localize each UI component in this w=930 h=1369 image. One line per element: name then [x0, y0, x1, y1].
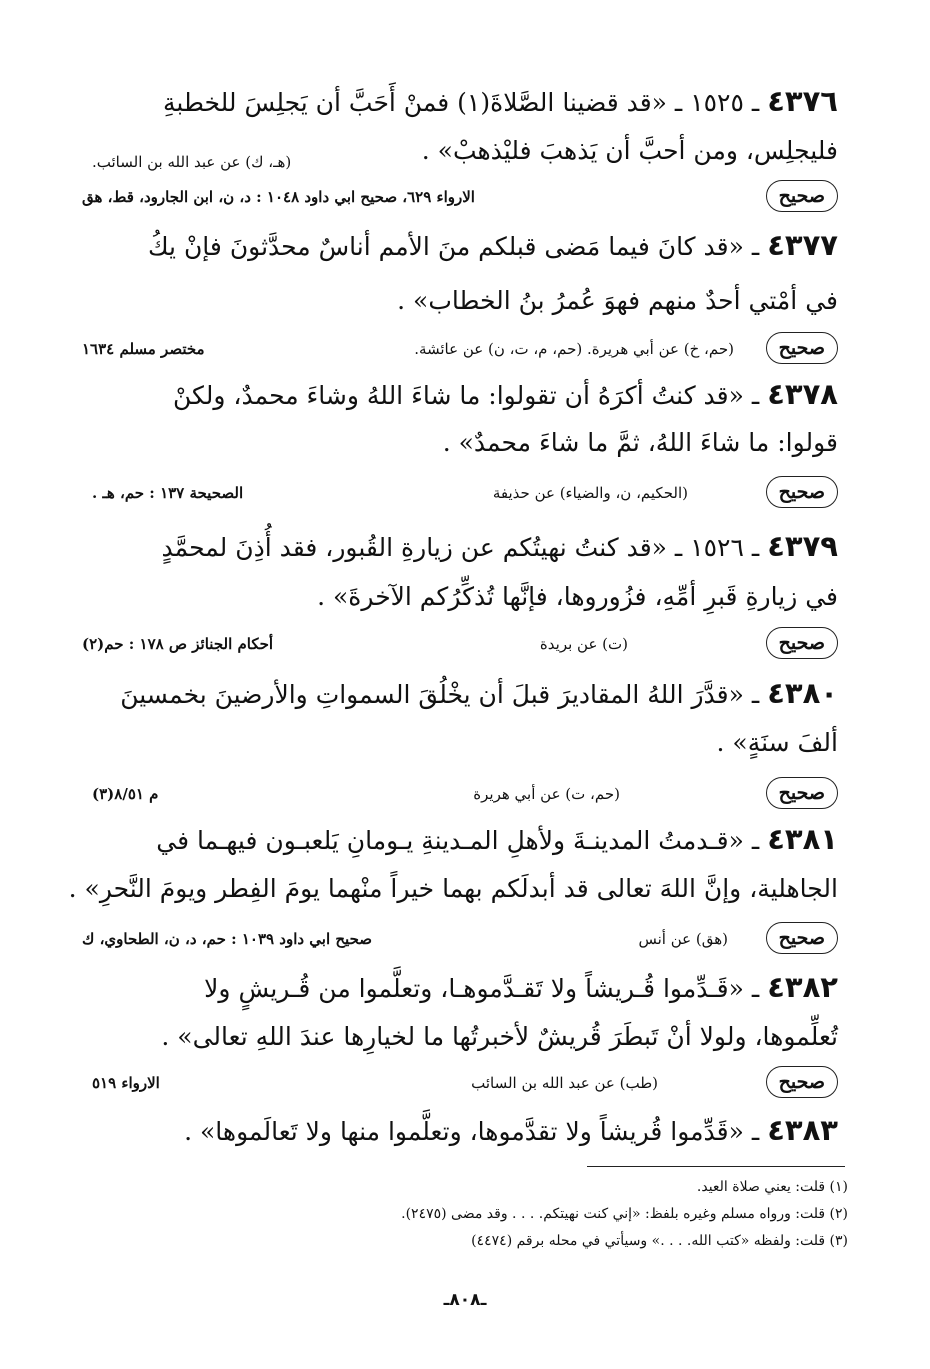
footnote: (٣) قلت: ولفظه «كتب الله. . . .» وسيأتي في محله برقم (٤٤٧٤)	[471, 1233, 848, 1249]
hadith-source: (طب) عن عبد الله بن السائب	[471, 1074, 658, 1092]
hadith-line: فليجلِس، ومن أحبَّ أن يَذهبَ فليْذهبْ» .	[421, 136, 838, 165]
hadith-line: قولوا: ما شاءَ اللهُ، ثمَّ ما شاءَ محمدٌ» .	[442, 428, 838, 457]
hadith-source: (ت) عن بريدة	[539, 635, 628, 653]
grade-line	[82, 180, 838, 214]
hadith-line: ألفَ سنَةٍ» .	[716, 728, 838, 757]
footnote: (١) قلت: يعني صلاة العيد.	[696, 1179, 848, 1195]
hadith-refs: م ٨/٥١(٣)	[92, 785, 159, 803]
hadith-source: (هـ، ك) عن عبد الله بن السائب.	[92, 153, 292, 171]
hadith-line: ٤٣٧٦ـ ١٥٢٥ ـ «قد قضينا الصَّلاةَ(١) فمنْ أَحَبَّ أن يَجلِسَ للخطبةِ	[163, 84, 838, 118]
grade-badge: صحيح	[766, 180, 838, 212]
hadith-number: ٤٣٧٧	[767, 228, 838, 262]
hadith-source: (الحكيم، ن، والضياء) عن حذيفة	[492, 484, 688, 502]
hadith-line: في أمْتي أحدٌ منهم فهوَ عُمرُ بنُ الخطاب» .	[397, 286, 838, 315]
hadith-line: ٤٣٧٧ـ «قد كانَ فيما مَضى قبلكم منَ الأمم أناسٌ محدَّثونَ فإنْ يكُ	[147, 228, 838, 262]
hadith-number: ٤٣٧٩	[767, 529, 838, 563]
hadith-line: ٤٣٨٠ـ «قدَّرَ اللهُ المقاديرَ قبلَ أن يخْلُقَ السمواتِ والأرضينَ بخمسينَ	[120, 676, 838, 710]
grade-line	[82, 476, 838, 510]
hadith-refs: الارواء ٥١٩	[92, 1074, 160, 1092]
footnote: (٢) قلت: ورواه مسلم وغيره بلفظ: «إني كنت نهيتكم. . . . وقد مضى (٢٤٧٥).	[401, 1206, 848, 1222]
footnote-divider	[587, 1166, 845, 1167]
hadith-line: ٤٣٨١ـ «قـدمتُ المدينـةَ ولأهلِ المـدينةِ يـومانِ يَلعبـون فيهـما في	[156, 822, 838, 856]
hadith-source: (حم، خ) عن أبي هريرة. (حم، م، ت، ن) عن عائشة.	[414, 340, 734, 358]
source-line	[82, 145, 838, 179]
grade-line	[82, 627, 838, 661]
hadith-number: ٤٣٨٢	[767, 970, 838, 1004]
hadith-line: تُعلِّموها، ولولا أنْ تَبطَرَ قُريشٌ لأخبرتُها ما لخيارِها عندَ اللهِ تعالى» .	[161, 1022, 838, 1051]
grade-line	[82, 777, 838, 811]
hadith-refs: الصحيحة ١٣٧ : حم، هـ .	[92, 484, 244, 502]
hadith-number: ٤٣٨٣	[767, 1113, 838, 1147]
hadith-line: ٤٣٧٩ـ ١٥٢٦ ـ «قد كنتُ نهيتُكم عن زيارةِ القُبور، فقد أُذِنَ لمحمَّدٍ	[161, 529, 838, 563]
hadith-refs: الارواء ٦٢٩، صحيح ابي داود ١٠٤٨ : د، ن، ابن الجارود، قط، هق	[82, 188, 475, 206]
grade-line	[82, 332, 838, 366]
hadith-source: (حم، ت) عن أبي هريرة	[473, 785, 620, 803]
grade-badge: صحيح	[766, 1066, 838, 1098]
grade-badge: صحيح	[766, 627, 838, 659]
page-number: ـ٨٠٨ـ	[443, 1290, 487, 1310]
hadith-refs: مختصر مسلم ١٦٣٤	[82, 340, 205, 358]
grade-badge: صحيح	[766, 476, 838, 508]
hadith-number: ٤٣٨١	[767, 822, 838, 856]
grade-badge: صحيح	[766, 332, 838, 364]
grade-line	[82, 922, 838, 956]
grade-line	[82, 1066, 838, 1100]
grade-badge: صحيح	[766, 922, 838, 954]
hadith-refs: أحكام الجنائز ص ١٧٨ : حم(٢)	[82, 635, 274, 653]
hadith-line: ٤٣٨٢ـ «قَـدِّموا قُـريشاً ولا تَقـدَّموهـا، وتعلَّموا من قُـريشٍ ولا	[204, 970, 838, 1004]
hadith-number: ٤٣٧٦	[767, 84, 838, 118]
hadith-line: ٤٣٨٣ـ «قَدِّموا قُريشاً ولا تقدَّموها، وتعلَّموا منها ولا تَعالَموها» .	[184, 1113, 838, 1147]
hadith-line: في زيارةِ قَبرِ أمِّهِ، فزُوروها، فإنَّها تُذكِّرُكم الآخرةَ» .	[317, 582, 838, 611]
hadith-refs: صحيح ابي داود ١٠٣٩ : حم، د، ن، الطحاوي، ك	[82, 930, 372, 948]
grade-badge: صحيح	[766, 777, 838, 809]
hadith-number: ٤٣٧٨	[767, 377, 838, 411]
hadith-line: ٤٣٧٨ـ «قد كنتُ أكرَهُ أن تقولوا: ما شاءَ اللهُ وشاءَ محمدٌ، ولكنْ	[172, 377, 838, 411]
hadith-number: ٤٣٨٠	[767, 676, 838, 710]
hadith-line: الجاهلية، وإنَّ اللهَ تعالى قد أبدلَكم بهما خيراً منْهما يومَ الفِطر ويومَ النَّحرِ» .	[68, 874, 838, 903]
hadith-source: (هق) عن أنس	[638, 930, 728, 948]
